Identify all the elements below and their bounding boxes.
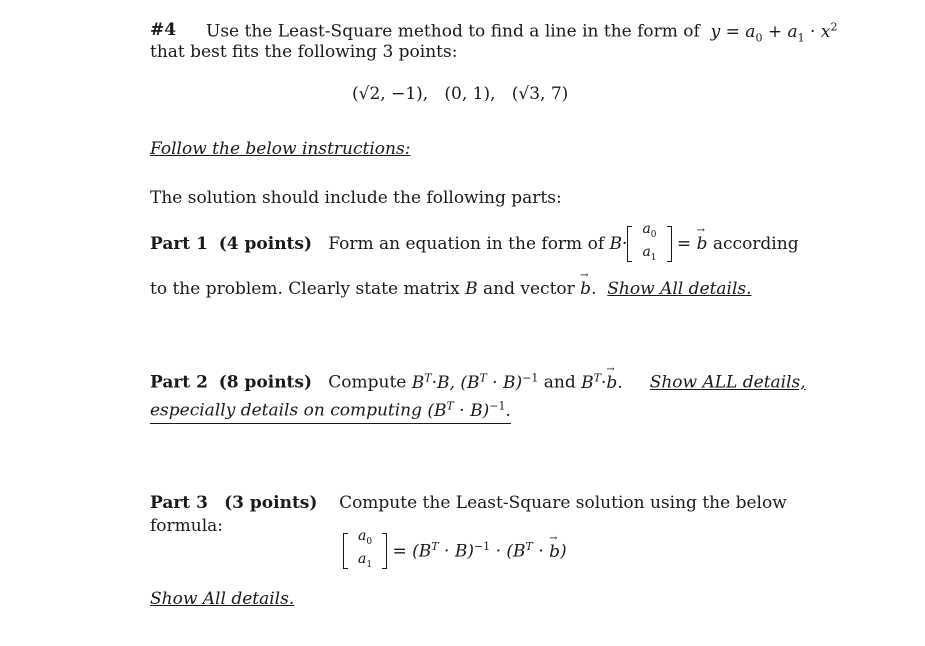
part1-points: (4 points) [218, 234, 313, 254]
coefficient-vector: $a_0$ $a_1$ [627, 226, 671, 262]
problem-statement-line1 [206, 20, 837, 44]
expr-BT-B: $B^T\cdot B$, [411, 371, 455, 393]
part1-show-details: Show All details. [607, 279, 752, 299]
intro-text: The solution should include the following parts: [150, 188, 562, 208]
part1-label: Part 1 [150, 234, 208, 254]
solution-vector: $a_0$ $a_1$ [343, 533, 387, 569]
part2-label: Part 2 [150, 372, 208, 393]
point-3: (√3, 7) [511, 84, 569, 104]
point-2: (0, 1), [444, 84, 496, 104]
part1-text-a: Form an equation in the form of [328, 234, 605, 254]
points-list [352, 84, 568, 104]
problem-number: #4 [150, 20, 177, 40]
problem-statement-text: Use the Least-Square method to find a line in the form of [206, 21, 700, 42]
part1-line1 [150, 221, 799, 263]
solution-expression: = $(B^T \cdot B)^{-1} \cdot (B^T$ · → b) [387, 540, 567, 562]
part3-formula [343, 528, 567, 570]
matrix-B-symbol: B· [609, 234, 628, 254]
part3-show-details: Show All details. [150, 589, 295, 609]
part2-and: and [543, 372, 576, 393]
part3-points: (3 points) [224, 493, 318, 513]
problem-statement-line2: that best fits the following 3 points: [150, 42, 458, 62]
part2-line1 [150, 371, 806, 393]
part1-text-b: according [712, 234, 799, 254]
part2-line2 [150, 399, 511, 424]
part3-line2: formula: [150, 516, 224, 536]
expr-BT-b: $B^T\cdot\to b$. [581, 373, 623, 393]
expr-BTB-inverse-2: $(B^T \cdot B)^{-1}$. [427, 399, 511, 421]
part1-text-c: to the problem. Clearly state matrix [150, 279, 460, 299]
point-1: (√2, −1), [352, 84, 429, 104]
part3-label: Part 3 [150, 493, 208, 513]
part1-text-d: and vector [483, 279, 575, 299]
part3-text-a: Compute the Least-Square solution using the below [339, 493, 787, 513]
part2-line2-text: especially details on computing [150, 400, 423, 421]
part1-line2: to the problem. Clearly state matrix B and vector → b. Show All details. [150, 279, 752, 299]
part3-line1 [150, 493, 787, 513]
expr-BTB-inverse: $(B^T \cdot B)^{-1}$ [460, 371, 539, 393]
part2-text-a: Compute [328, 372, 407, 393]
equals-b-vector: = → b [672, 234, 713, 254]
instructions-heading: Follow the below instructions: [150, 139, 411, 159]
part2-show-details: Show ALL details, [649, 372, 806, 393]
equation-y: $y = a_0 + a_1 \cdot x^2$ [705, 20, 838, 45]
part2-points: (8 points) [218, 372, 313, 393]
